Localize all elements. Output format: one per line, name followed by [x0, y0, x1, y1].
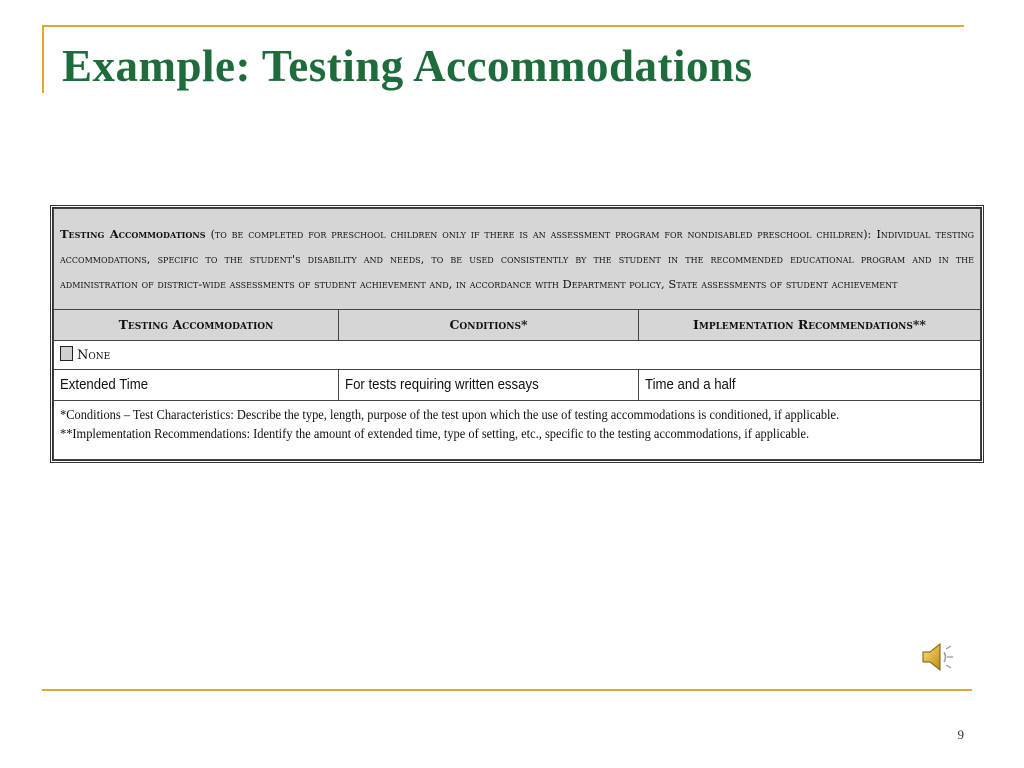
none-label: None [77, 348, 111, 364]
slide-title: Example: Testing Accommodations [62, 41, 753, 91]
form-description: Individual testing accommodations, specific to the student's disability and needs, to be used consistently by the student in the recommended educational program and in the administration of district-wide assessments of student achievement and, in accordance with Department policy, State assessments of student achievement [60, 226, 975, 291]
testing-accommodations-form [50, 205, 984, 463]
conditions-cell[interactable]: For tests requiring written essays [339, 369, 639, 400]
form-header [54, 209, 981, 310]
column-header-accommodation: Testing Accommodation [54, 310, 339, 340]
implementation-footnote: **Implementation Recommendations: Identify the amount of extended time, type of setting, etc., specific to the testing accommodations, if applicable. [60, 425, 810, 441]
form-table [53, 208, 981, 460]
none-checkbox[interactable] [60, 346, 73, 361]
none-option-row [54, 340, 981, 369]
table-row [54, 369, 981, 400]
column-header-conditions: Conditions* [339, 310, 639, 340]
left-accent-rule [42, 25, 44, 93]
bottom-accent-rule [42, 689, 972, 691]
speaker-icon[interactable] [921, 641, 955, 673]
top-accent-rule [42, 25, 964, 27]
form-heading: Testing Accommodations [60, 226, 206, 241]
form-heading-note: (to be completed for preschool children only if there is an assessment program for nondisabled preschool children): [210, 227, 872, 241]
implementation-cell[interactable]: Time and a half [639, 369, 981, 400]
footnotes [54, 400, 981, 459]
accommodation-cell[interactable]: Extended Time [54, 369, 339, 400]
page-number: 9 [957, 727, 964, 742]
conditions-footnote: *Conditions – Test Characteristics: Describe the type, length, purpose of the test upon which the use of testing accommodations is conditioned, if applicable. [60, 406, 840, 422]
column-header-implementation: Implementation Recommendations** [639, 310, 981, 340]
